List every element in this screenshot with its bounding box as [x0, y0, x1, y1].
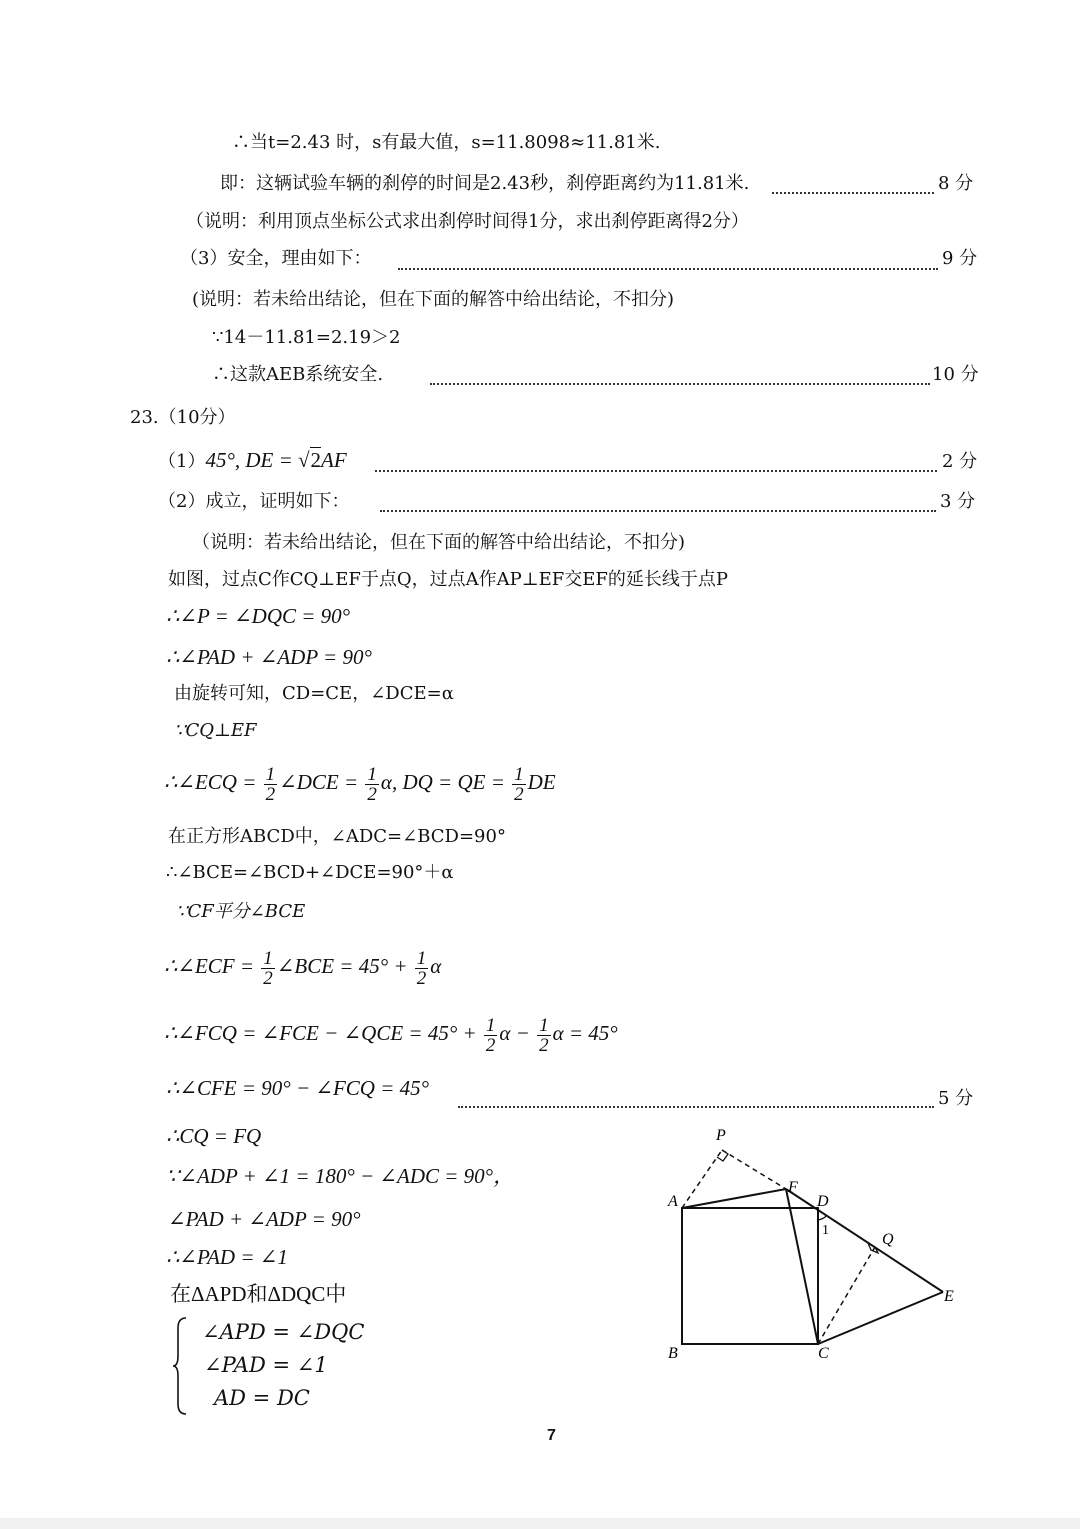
segment-cq-dashed — [818, 1247, 875, 1344]
fraction-half — [365, 765, 379, 804]
construction-line: 如图，过点C作CQ⊥EF于点Q，过点A作AP⊥EF交EF的延长线于点P — [168, 569, 729, 590]
label-c: C — [818, 1345, 829, 1362]
expr: ∴∠ECQ = — [164, 770, 262, 794]
proof-step-fractions — [164, 760, 556, 804]
denominator: 2 — [416, 967, 427, 989]
score-leader — [430, 359, 930, 385]
denominator: 2 — [367, 783, 377, 805]
label-b: B — [668, 1345, 678, 1362]
line-because: ∵14－11.81=2.19＞2 — [212, 327, 401, 348]
expr: ∠BCE = 45° + — [276, 954, 413, 978]
segment-ce — [818, 1292, 943, 1344]
numerator: 1 — [539, 1014, 549, 1036]
geometry-figure — [660, 1120, 980, 1370]
page-number: 7 — [547, 1427, 556, 1444]
proof-step: ∴∠PAD = ∠1 — [166, 1245, 288, 1269]
score-leader — [375, 446, 937, 472]
sqrt-symbol: √ — [298, 448, 310, 472]
part-2-heading: （2）成立，证明如下： — [158, 491, 350, 512]
fraction-half — [537, 1016, 551, 1055]
denominator: 2 — [265, 783, 276, 805]
score-10: 10 分 — [932, 364, 979, 385]
numerator: 1 — [514, 763, 524, 785]
proof-step-fractions — [164, 1011, 618, 1055]
square-abcd — [682, 1208, 818, 1344]
line-max-value: ∴当t=2.43 时，s有最大值，s=11.8098≈11.81米. — [232, 132, 661, 153]
proof-step-fractions — [164, 944, 441, 988]
numerator: 1 — [485, 1014, 496, 1036]
note-1: （说明：利用顶点坐标公式求出刹停时间得1分，求出刹停距离得2分） — [186, 211, 749, 232]
note-2: (说明：若未给出结论，但在下面的解答中给出结论，不扣分) — [192, 289, 675, 310]
condition: ∠PAD = ∠1 — [204, 1353, 328, 1377]
segment-pf-dashed — [722, 1150, 786, 1189]
numerator: 1 — [263, 947, 273, 969]
label-p: P — [716, 1127, 726, 1144]
denominator: 2 — [514, 783, 524, 805]
line-safe: （3）安全，理由如下： — [180, 248, 372, 269]
label-q: Q — [882, 1231, 894, 1248]
congruence-system — [172, 1316, 372, 1416]
expr: α − — [499, 1021, 536, 1045]
expr: DE — [527, 770, 556, 794]
problem-23-heading: 23.（10分） — [130, 407, 236, 428]
proof-step: 由旋转可知，CD=CE，∠DCE=α — [174, 683, 454, 704]
proof-step: ∴∠PAD + ∠ADP = 90° — [166, 645, 372, 669]
proof-step: ∵CQ⊥EF — [174, 720, 257, 741]
score-leader — [380, 486, 936, 512]
label-f: F — [788, 1179, 798, 1196]
page-bottom-edge — [0, 1518, 1080, 1529]
fraction-half — [484, 1016, 498, 1055]
numerator: 1 — [265, 763, 276, 785]
segment-ap-dashed — [682, 1150, 722, 1208]
score-leader — [772, 168, 934, 194]
proof-step: ∵CF平分∠BCE — [176, 901, 306, 922]
line-stop-time: 即：这辆试验车辆的刹停的时间是2.43秒，刹停距离约为11.81米. — [220, 173, 750, 194]
note-3: （说明：若未给出结论，但在下面的解答中给出结论，不扣分) — [192, 532, 686, 553]
score-5: 5 分 — [938, 1088, 974, 1109]
score-8: 8 分 — [938, 173, 974, 194]
fraction-half — [261, 949, 275, 988]
expr: α, DQ = QE = — [380, 770, 511, 794]
sqrt-radicand: 2 — [310, 448, 322, 472]
segment-fe — [786, 1189, 943, 1292]
proof-step: ∵∠ADP + ∠1 = 180° − ∠ADC = 90°， — [166, 1164, 515, 1188]
segment-af — [682, 1189, 786, 1208]
score-leader — [398, 244, 938, 270]
proof-step: ∠PAD + ∠ADP = 90° — [168, 1207, 361, 1231]
fraction-half — [264, 765, 278, 804]
expr: ∴∠FCQ = ∠FCE − ∠QCE = 45° + — [164, 1021, 482, 1045]
proof-step: 在正方形ABCD中，∠ADC=∠BCD=90° — [168, 826, 506, 847]
part-1-answer — [158, 448, 347, 474]
fraction-half — [415, 949, 429, 988]
numerator: 1 — [367, 763, 377, 785]
denominator: 2 — [539, 1034, 549, 1056]
expr: α = 45° — [552, 1021, 618, 1045]
angle-1-arc — [818, 1215, 827, 1220]
part-label: （1） — [158, 451, 206, 472]
proof-step: ∴∠P = ∠DQC = 90° — [166, 604, 351, 628]
score-3: 3 分 — [940, 491, 976, 512]
answer-text: 45°, DE = — [205, 448, 299, 472]
segment-fc — [786, 1189, 818, 1344]
expr: ∠DCE = — [279, 770, 364, 794]
label-e: E — [944, 1288, 954, 1305]
denominator: 2 — [263, 967, 273, 989]
proof-step: ∴CQ = FQ — [166, 1124, 262, 1148]
answer-af: AF — [321, 448, 347, 472]
score-2: 2 分 — [942, 451, 978, 472]
proof-step: 在ΔAPD和ΔDQC中 — [170, 1282, 347, 1306]
score-leader — [458, 1082, 934, 1108]
label-a: A — [668, 1193, 678, 1210]
label-1: 1 — [822, 1223, 829, 1238]
condition: ∠APD = ∠DQC — [202, 1320, 365, 1344]
left-brace — [172, 1316, 188, 1416]
score-9: 9 分 — [942, 248, 978, 269]
expr: α — [430, 954, 442, 978]
denominator: 2 — [485, 1034, 496, 1056]
label-d: D — [817, 1193, 829, 1210]
numerator: 1 — [416, 947, 427, 969]
fraction-half — [512, 765, 526, 804]
brace-conditions — [202, 1316, 364, 1415]
proof-step: ∴∠BCE=∠BCD+∠DCE=90°＋α — [166, 862, 454, 883]
condition: AD = DC — [214, 1386, 310, 1410]
line-aeb-safe: ∴这款AEB系统安全. — [212, 364, 384, 385]
expr: ∴∠ECF = — [164, 954, 260, 978]
proof-step: ∴∠CFE = 90° − ∠FCQ = 45° — [166, 1076, 430, 1100]
